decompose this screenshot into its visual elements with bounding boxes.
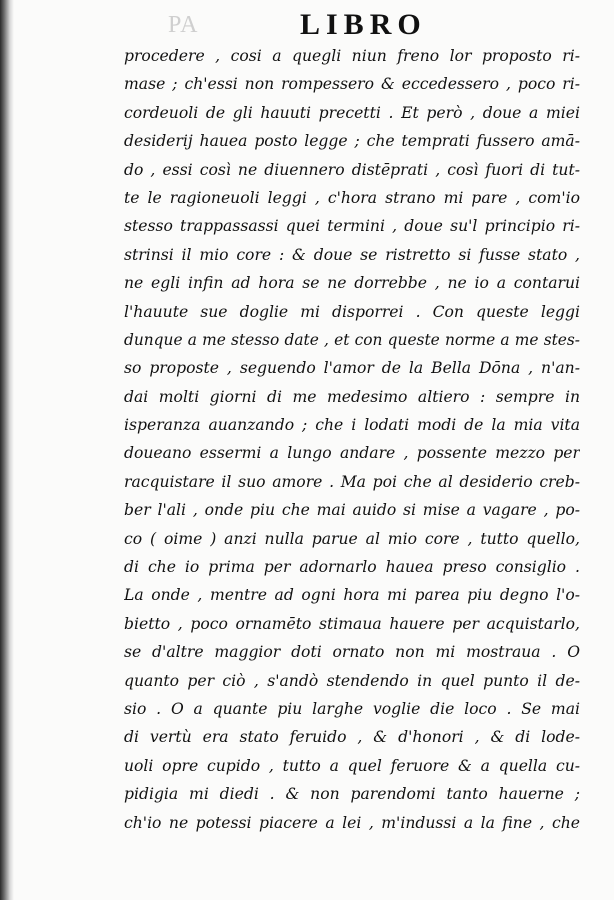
text-line: dai molti giorni di me medesimo altiero : sempre in [124,387,580,406]
text-line: ber l'ali , onde piu che mai auido si mise a vagare , po- [124,501,580,520]
text-line: dunque a me stesso date , et con queste norme a me stes- [124,330,580,349]
text-line: l'hauute sue doglie mi disporrei . Con queste leggi [124,302,580,321]
text-line: do , essi così ne diuennero distēprati , così fuori di tut- [124,160,580,179]
text-line: stesso trappassassi quei termini , doue su'l principio ri- [124,217,580,236]
running-head-bleed-through: PA [168,12,199,38]
text-line: strinsi il mio core : & doue se ristretto si fusse stato , [124,245,580,264]
text-line: ne egli infin ad hora se ne dorrebbe , ne io a contarui [124,274,580,293]
text-line: pidigia mi diedi . & non parendomi tanto hauerne ; [124,785,580,804]
page-gutter-shadow [0,0,14,900]
text-line: so proposte , seguendo l'amor de la Bella Dōna , n'an- [124,359,580,378]
text-line: co ( oime ) anzi nulla parue al mio core , tutto quello, [124,529,580,548]
text-line: mase ; ch'essi non rompessero & eccedessero , poco ri- [124,75,580,94]
text-line: se d'altre maggior doti ornato non mi mostraua . O [124,643,580,662]
text-line: procedere , cosi a quegli niun freno lor proposto ri- [124,47,580,65]
text-line: sio . O a quante piu larghe voglie die loco . Se mai [124,699,580,718]
text-line: di che io prima per adornarlo hauea preso consiglio . [124,558,580,577]
text-line: di vertù era stato feruido , & d'honori , & di lode- [124,728,580,747]
text-line: doueano essermi a lungo andare , possente mezzo per [124,444,580,463]
text-line: cordeuoli de gli hauuti precetti . Et però , doue a miei [124,103,580,122]
text-line: quanto per ciò , s'andò stendendo in quel punto il de- [124,671,580,690]
text-line: uoli opre cupido , tutto a quel feruore & a quella cu- [124,756,580,775]
text-line: te le ragioneuoli leggi , c'hora strano mi pare , com'io [124,188,580,207]
text-line: bietto , poco ornamēto stimaua hauere per acquistarlo, [124,614,580,633]
running-head-title: LIBRO [300,8,427,41]
text-line: isperanza auanzando ; che i lodati modi de la mia vita [124,416,580,435]
running-head [0,8,614,42]
body-text [124,42,580,837]
text-line: racquistare il suo amore . Ma poi che al desiderio creb- [124,472,580,491]
text-line: La onde , mentre ad ogni hora mi parea piu degno l'o- [124,586,580,605]
text-line: desiderij hauea posto legge ; che temprati fussero amā- [124,132,580,151]
text-line: ch'io ne potessi piacere a lei , m'indussi a la fine , che [124,813,580,832]
